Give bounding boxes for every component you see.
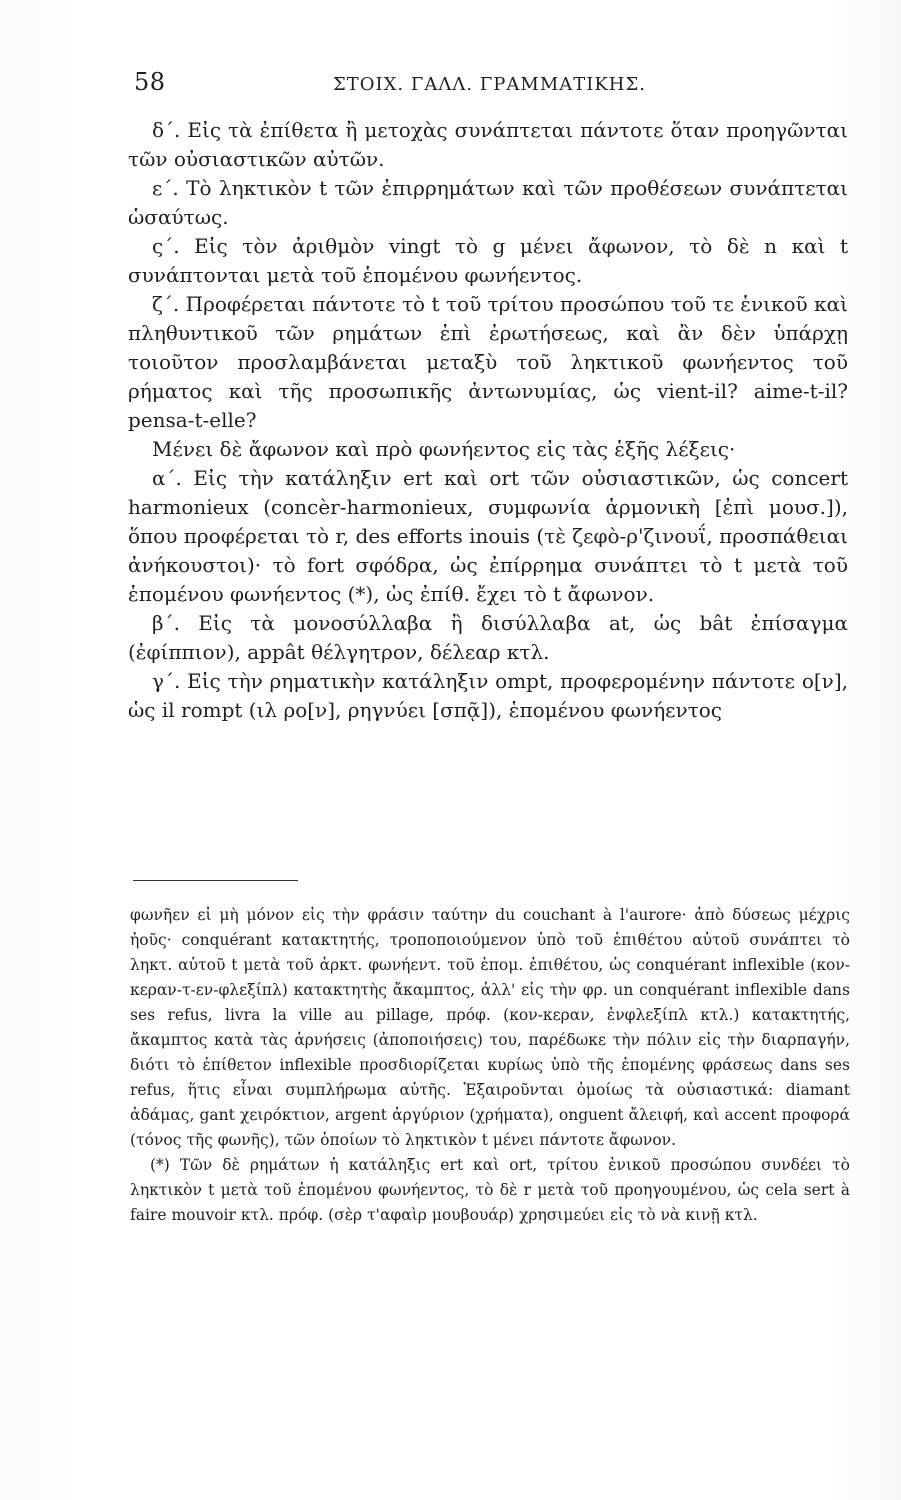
page-header (118, 68, 858, 102)
paragraph-silent-intro: Μένει δὲ ἄφωνον καὶ πρὸ φωνήεντος εἰς τὰς ἑξῆς λέξεις· (152, 437, 736, 461)
paragraph-alpha: α΄. Εἰς τὴν κατάληξιν ert καὶ ort τῶν οὐσιαστικῶν, ὡς concert harmonieux (concèr-harmonieux, συμφωνία ἁρμονικὴ [ἐπὶ μουσ.]), ὅπου προφέρεται τὸ r, des efforts inouis (τὲ ζεφὸ-ρ'ζινουΐ, προσπάθειαι ἀνήκουστοι)· τὸ fort σφόδρα, ὡς ἐπίρρημα συνάπτει τὸ t μετὰ τοῦ ἑπομένου φωνήεντος (*), ὡς ἐπίθ. ἔχει τὸ t ἄφωνον. (128, 466, 848, 606)
paragraph-stigma: ς΄. Εἰς τὸν ἀριθμὸν vingt τὸ g μένει ἄφωνον, τὸ δὲ n καὶ t συνάπτονται μετὰ τοῦ ἑπομένου φωνήεντος. (128, 234, 848, 287)
footnote-divider (133, 880, 298, 881)
page-number: 58 (134, 68, 166, 96)
footnote-asterisk: (*) Τῶν δὲ ρημάτων ἡ κατάληξις ert καὶ ort, τρίτου ἑνικοῦ προσώπου συνδέει τὸ ληκτικὸν t μετὰ τοῦ ἑπομένου φωνήεντος, τὸ δὲ r μετὰ τοῦ προηγουμένου, ὡς cela sert à faire mouvoir κτλ. πρόφ. (σὲρ τ'αφαὶρ μουβουάρ) χρησιμεύει εἰς τὸ νὰ κινῇ κτλ. (130, 1156, 850, 1224)
footnote-continued: φωνῆεν εἰ μὴ μόνον εἰς τὴν φράσιν ταύτην du couchant à l'aurore· ἀπὸ δύσεως μέχρις ἠοῦς· conquérant κατακτητής, τροποποιούμενον ὑπὸ τοῦ ἐπιθέτου αὐτοῦ συνάπτει τὸ ληκτ. αὐτοῦ t μετὰ τοῦ ἀρκτ. φωνήεντ. τοῦ ἑπομ. ἐπιθέτου, ὡς conquérant inflexible (κον-κεραν-τ-εν-φλεξίπλ) κατακτητὴς ἄκαμπτος, ἀλλ' εἰς τὴν φρ. un conquérant inflexible dans ses refus, livra la ville au pillage, πρόφ. (κον-κεραν, ἐνφλεξίπλ κτλ.) κατακτητής, ἄκαμπτος κατὰ τὰς ἀρνήσεις (ἀποποιήσεις) του, παρέδωκε τὴν πόλιν εἰς τὴν διαρπαγήν, διότι τὸ ἐπίθετον inflexible προσδιορίζεται κυρίως ὑπὸ τῆς ἑπομένης φράσεως dans ses refus, ἥτις εἶναι συμπλήρωμα αὐτῆς. Ἐξαιροῦνται ὁμοίως τὰ οὐσιαστικά: diamant ἀδάμας, gant χειρόκτιον, argent ἀργύριον (χρήματα), onguent ἄλειφή, καὶ accent προφορά (τόνος τῆς φωνῆς), τῶν ὁποίων τὸ ληκτικὸν t μένει πάντοτε ἄφωνον. (130, 906, 850, 1149)
paragraph-beta: β΄. Εἰς τὰ μονοσύλλαβα ἢ δισύλλαβα at, ὡς bât ἐπίσαγμα (ἐφίππιον), appât θέλγητρον, δέλεαρ κτλ. (128, 611, 848, 664)
paragraph-delta: δ΄. Εἰς τὰ ἐπίθετα ἢ μετοχὰς συνάπτεται πάντοτε ὅταν προηγῶνται τῶν οὐσιαστικῶν αὐτῶν. (128, 118, 848, 171)
main-text (128, 116, 848, 725)
paragraph-epsilon: ε΄. Τὸ ληκτικὸν t τῶν ἐπιρρημάτων καὶ τῶν προθέσεων συνάπτεται ὡσαύτως. (128, 176, 848, 229)
footnotes (130, 903, 850, 1228)
paragraph-gamma: γ΄. Εἰς τὴν ρηματικὴν κατάληξιν ompt, προφερομένην πάντοτε ο[ν], ὡς il rompt (ιλ ρο[ν], ρηγνύει [σπᾷ]), ἑπομένου φωνήεντος (128, 669, 848, 722)
paragraph-zeta: ζ΄. Προφέρεται πάντοτε τὸ t τοῦ τρίτου προσώπου τοῦ τε ἑνικοῦ καὶ πληθυντικοῦ τῶν ρημάτων ἐπὶ ἐρωτήσεως, καὶ ἂν δὲν ὑπάρχῃ τοιοῦτον προσλαμβάνεται μεταξὺ τοῦ ληκτικοῦ φωνήεντος τοῦ ρήματος καὶ τῆς προσωπικῆς ἀντωνυμίας, ὡς vient-il? aime-t-il? pensa-t-elle? (128, 292, 848, 432)
running-head: ΣΤΟΙΧ. ΓΑΛΛ. ΓΡΑΜΜΑΤΙΚΗΣ. (333, 74, 646, 95)
